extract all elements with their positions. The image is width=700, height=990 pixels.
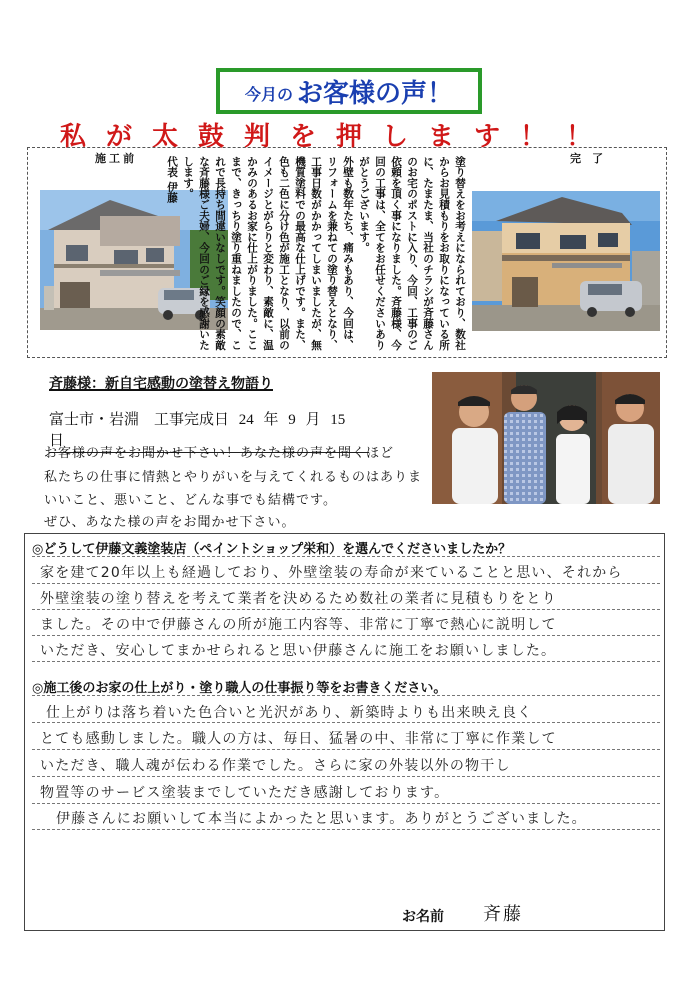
slogan: 私が太鼓判を押します！！ xyxy=(60,122,613,152)
question-2: ◎施工後のお家の仕上がり・塗り職人の仕事振り等をお書きください。 xyxy=(32,681,447,696)
name-label: お名前 xyxy=(402,909,444,925)
answer-2-line: 伊藤さんにお願いして本当によかったと思います。ありがとうございました。 xyxy=(56,811,587,827)
intro-line: ぜひ、あなた様の声をお聞かせ下さい。 xyxy=(44,515,296,530)
intro-line: お客様の声をお聞かせ下さい！あなた様の声を聞くほど xyxy=(44,446,395,461)
ruled-line xyxy=(32,803,660,804)
title-box xyxy=(216,68,482,114)
ruled-line xyxy=(32,556,660,557)
answer-2-line: 物置等のサービス塗装までしていただき感謝しております。 xyxy=(40,785,450,801)
story-heading: 斉藤様：新自宅感動の塗替え物語り xyxy=(49,375,273,391)
answer-1-line: 家を建て20年以上も経過しており、外壁塗装の寿命が来ていることと思い、それから xyxy=(40,565,623,581)
before-label: 施 工 前 xyxy=(95,153,135,165)
location-date: 富士市・岩淵 工事完成日 24 年 9 月 15 日 xyxy=(49,408,369,453)
title-big: お客様の声！ xyxy=(297,78,454,109)
ruled-line xyxy=(32,661,660,662)
owner-message: 塗り替えをお考えになられており、数社からお見積もりをお取りになっている所に、たまたま、当社のチラシが斉藤さんのお宅のポストに入り、今回、工事のご依頼を頂く事になりました。斉藤様、今回の工事は、全てをお任せくださいありがとうございます。 外壁も数年たち、痛みもあり、今回は、リフォームを兼ねての塗り替えとなり、工事日数がかかってしまいましたが、無機質塗料での最高な仕上げです。また、色も二色に分け色が施工となり、以前のイメージとがらりと変わり、素敵に、温かみのあるお家に仕上がりました。ここまで、きっちり塗り重ねましたので、これで長持ち間違いなしです。笑顔の素敵な斉藤様ご夫婦、今回のご縁を感謝いたします。 代表 伊藤 xyxy=(166,156,466,351)
name-value: 斉藤 xyxy=(483,904,523,925)
after-label: 完 了 xyxy=(570,153,603,165)
ruled-line xyxy=(32,635,660,636)
answer-1-line: ました。その中で伊藤さんの所が施工内容等、非常に丁寧で熱心に説明して xyxy=(40,617,557,633)
answer-2-line: 仕上がりは落ち着いた色合いと光沢があり、新築時よりも出来映え良く xyxy=(46,705,533,721)
ruled-line xyxy=(32,829,660,830)
ruled-line xyxy=(32,609,660,610)
question-1: ◎どうして伊藤文義塗装店（ペイントショップ栄和）を選んでくださいましたか？ xyxy=(32,542,512,557)
answer-1-line: いただき、安心してまかせられると思い伊藤さんに施工をお願いしました。 xyxy=(40,643,557,659)
ruled-line xyxy=(32,749,660,750)
intro-line: いいこと、悪いこと、どんな事でも結構です。 xyxy=(44,493,337,508)
title-small: 今月の xyxy=(244,84,293,104)
answer-2-line: とても感動しました。職人の方は、毎日、猛暑の中、非常に丁寧に作業して xyxy=(40,731,557,747)
after-photo xyxy=(472,191,660,331)
answer-2-line: いただき、職人魂が伝わる作業でした。さらに家の外装以外の物干し xyxy=(40,758,511,774)
ruled-line xyxy=(32,583,660,584)
intro-line: 私たちの仕事に情熱とやりがいを与えてくれるものはありま xyxy=(44,470,423,485)
ruled-line xyxy=(32,776,660,777)
ruled-line xyxy=(32,695,660,696)
ruled-line xyxy=(32,722,660,723)
answer-1-line: 外壁塗装の塗り替えを考えて業者を決めるため数社の業者に見積もりをとり xyxy=(40,591,557,607)
group-photo xyxy=(432,372,660,504)
